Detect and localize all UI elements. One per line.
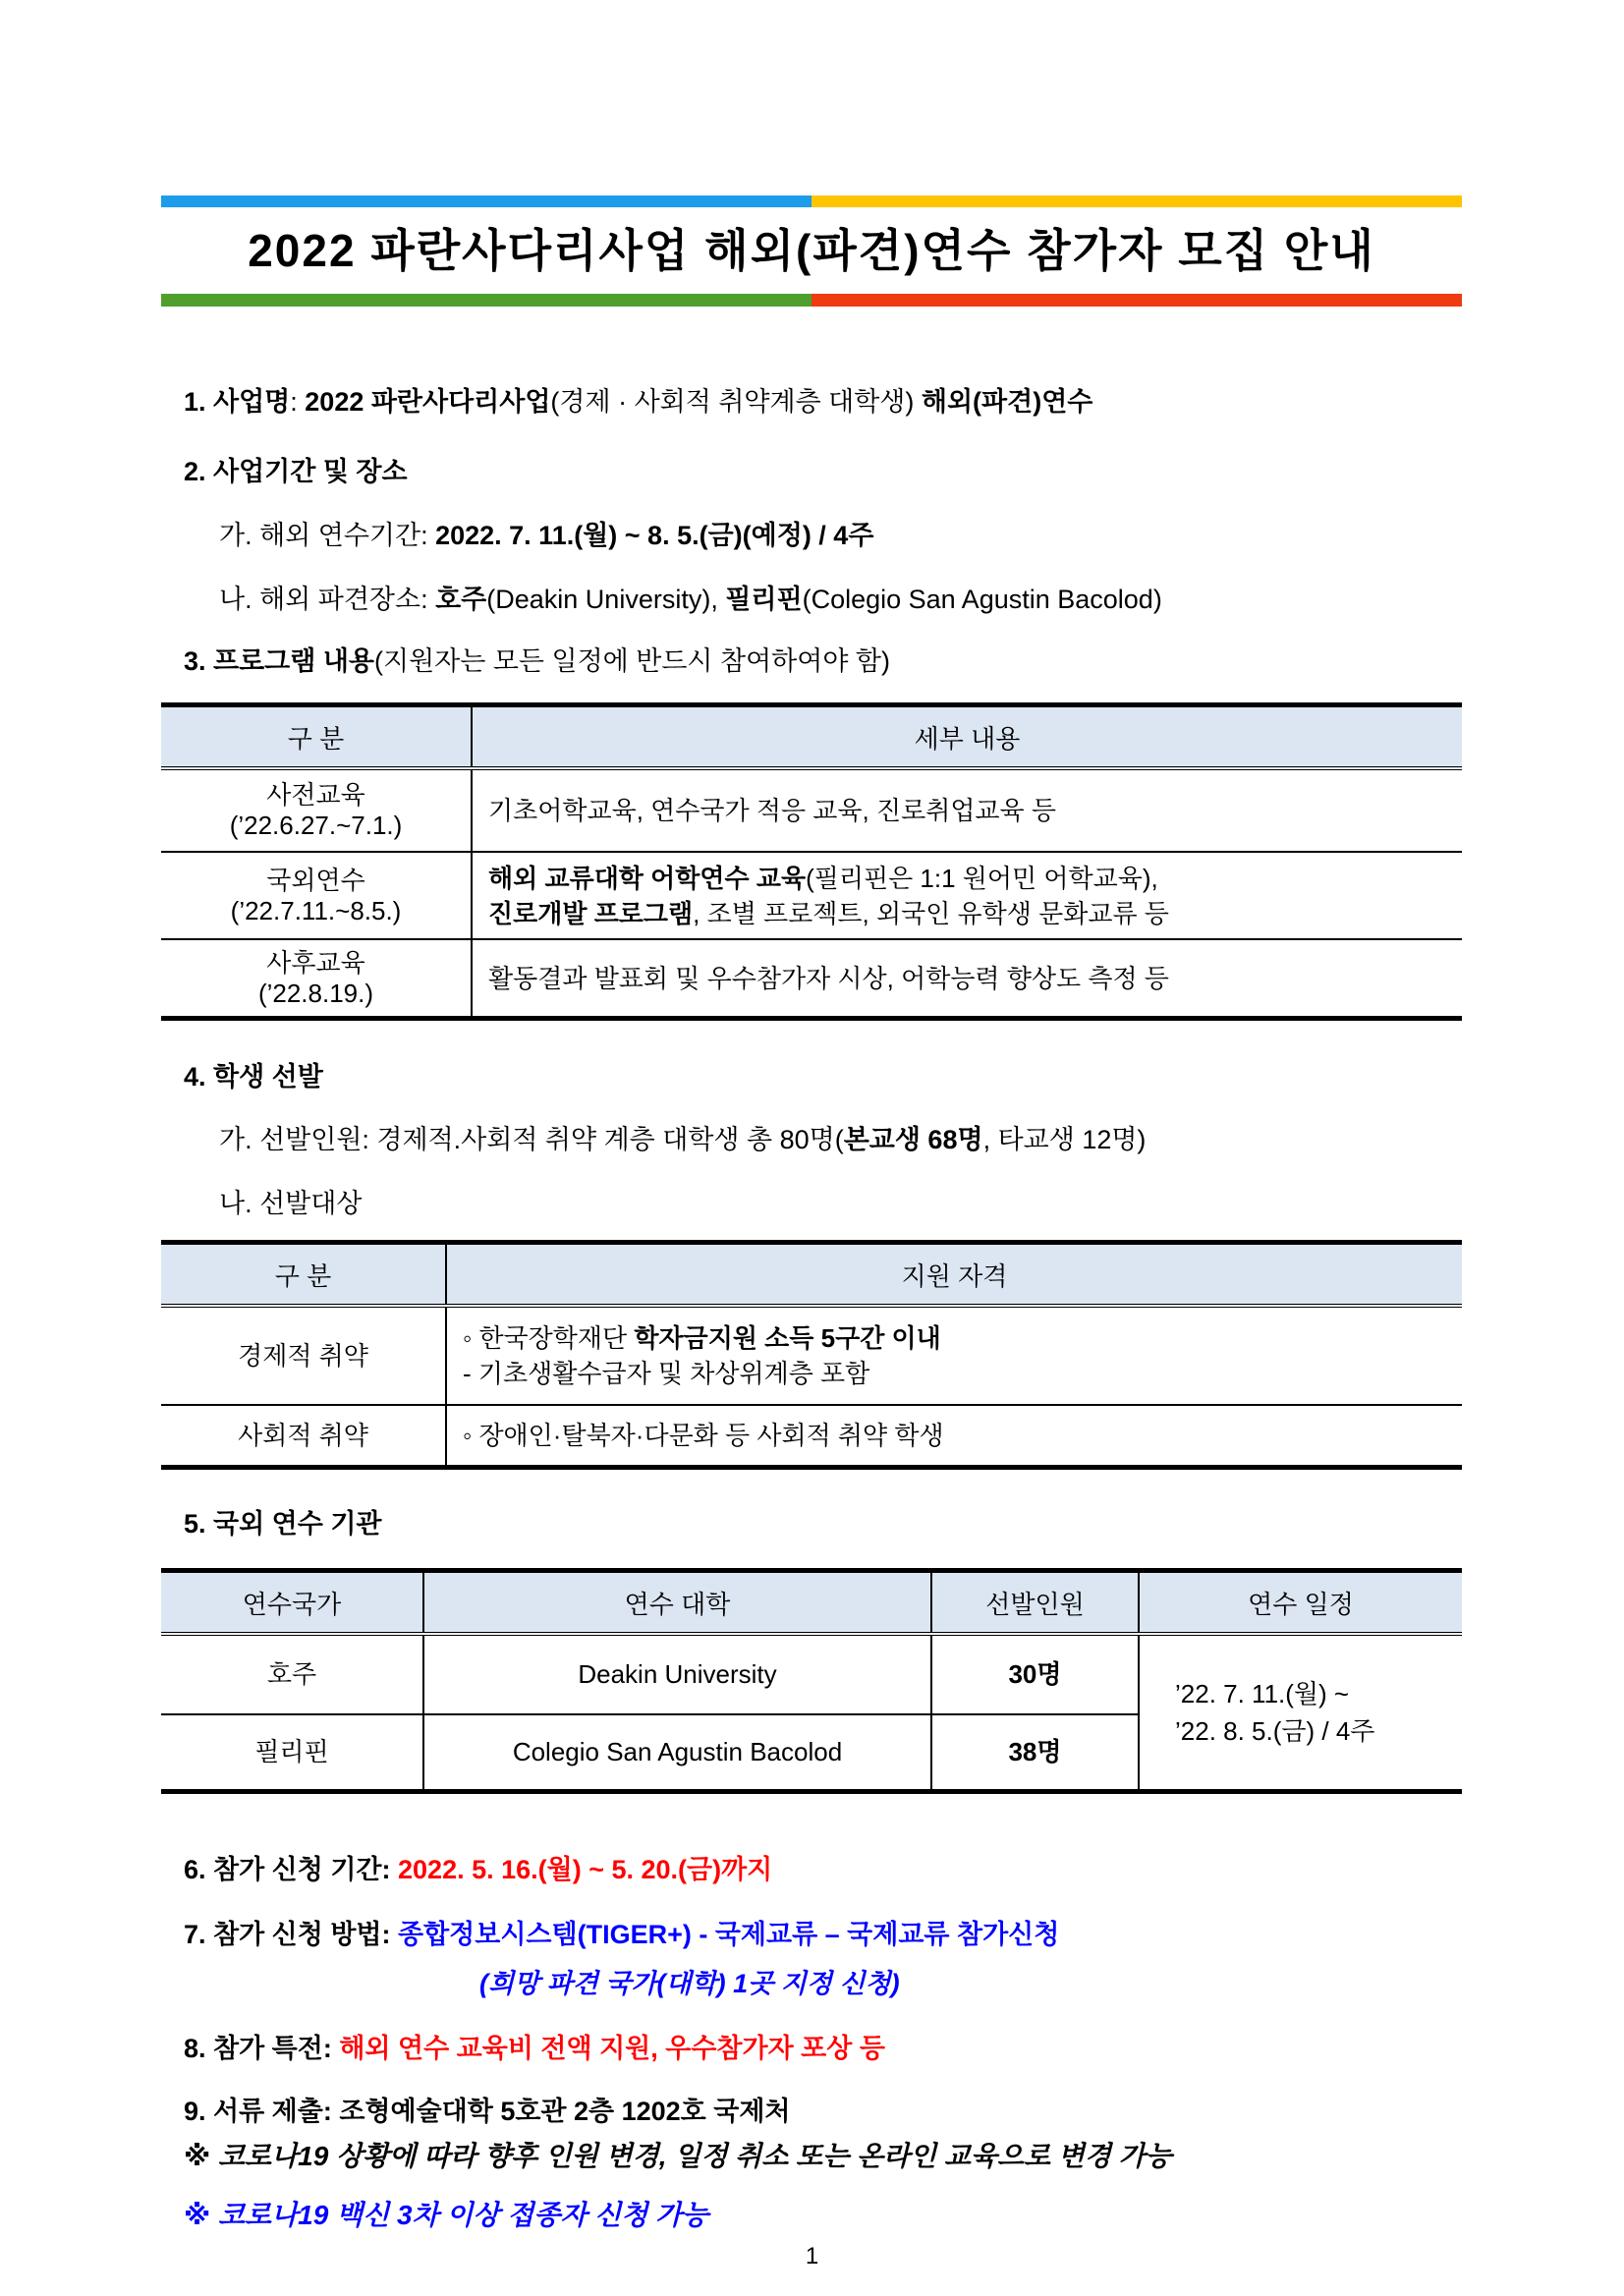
- section-8-heading: 8. 참가 특전:: [184, 2034, 340, 2063]
- covid-note-1: [184, 2140, 1506, 2173]
- institution-header-country: 연수국가: [161, 1571, 423, 1635]
- country-philippines: 필리핀: [725, 585, 803, 614]
- section-3-line: [184, 644, 1506, 678]
- selection-count-other: , 타교생 12명): [982, 1125, 1147, 1154]
- page-number: 1: [805, 2243, 819, 2269]
- covid-note-1-text: ※ 코로나19 상황에 따라 향후 인원 변경, 일정 취소 또는 온라인 교육으로 변경 가능: [184, 2141, 1172, 2171]
- eligibility-line-2: - 기초생활수급자 및 차상위계층 포함: [463, 1359, 870, 1388]
- institution-country-australia: 호주: [266, 1659, 317, 1689]
- table-row: [161, 768, 1462, 852]
- program-table-header-detail: 세부 내용: [472, 705, 1462, 769]
- detail-line-2-rest: , 조별 프로젝트, 외국인 유학생 문화교류 등: [693, 898, 1169, 928]
- document-title: 2022 파란사다리사업 해외(파견)연수 참가자 모집 안내: [248, 225, 1375, 276]
- program-table-header-row: [161, 705, 1462, 769]
- section-5-line: [184, 1507, 1506, 1540]
- title-bottom-bar-green: [161, 294, 812, 307]
- selection-count-home: 본교생 68명: [843, 1125, 983, 1154]
- title-top-bar: [161, 196, 1462, 207]
- institution-header-university: 연수 대학: [423, 1571, 931, 1635]
- table-row: [161, 939, 1462, 1019]
- application-period: 2022. 5. 16.(월) ~ 5. 20.(금)까지: [398, 1855, 773, 1884]
- detail-line-2: [488, 896, 1461, 931]
- program-table: [161, 702, 1462, 1021]
- eligibility-social: 사회적 취약: [161, 1405, 446, 1468]
- institution-header-schedule: 연수 일정: [1139, 1571, 1462, 1635]
- section-2-line: [184, 455, 1506, 488]
- section-4-item-b: [219, 1187, 1506, 1220]
- section-9-line: [184, 2095, 1506, 2128]
- table-row: [161, 1306, 1462, 1405]
- university-colegio: (Colegio San Agustin Bacolod): [802, 585, 1162, 614]
- section-1-heading: 1. 사업명: [184, 387, 291, 417]
- section-7-line-2: [479, 1967, 1506, 2000]
- title-bottom-bar: [161, 294, 1462, 307]
- institution-table: [161, 1568, 1462, 1794]
- table-row: [161, 1634, 1462, 1714]
- institution-schedule: [1139, 1634, 1462, 1792]
- eligibility-social-detail: ◦ 장애인·탈북자·다문화 등 사회적 취약 학생: [446, 1405, 1462, 1468]
- title-top-bar-blue: [161, 196, 812, 207]
- phase-name: 사후교육: [266, 947, 365, 978]
- eligibility-table: [161, 1240, 1462, 1470]
- participation-benefit: 해외 연수 교육비 전액 지원, 우수참가자 포상 등: [339, 2034, 885, 2063]
- schedule-line-1: ’22. 7. 11.(월) ~: [1175, 1679, 1350, 1708]
- section-7-heading: 7. 참가 신청 방법:: [184, 1920, 399, 1949]
- program-phase-post-detail: 활동결과 발표회 및 우수참가자 시상, 어학능력 향상도 측정 등: [472, 939, 1462, 1019]
- institution-table-header-row: [161, 1571, 1462, 1635]
- section-3-heading: 3. 프로그램 내용: [184, 646, 375, 676]
- dispatch-place-label: 나. 해외 파견장소:: [219, 585, 436, 614]
- section-2-item-a: [219, 519, 1506, 552]
- program-phase-overseas: [161, 852, 472, 939]
- program-phase-pre: [161, 768, 472, 852]
- section-1-target: (경제 · 사회적 취약계층 대학생): [550, 387, 922, 417]
- section-7-line: [184, 1918, 1506, 1951]
- training-period-value: 2022. 7. 11.(월) ~ 8. 5.(금)(예정) / 4주: [435, 521, 874, 550]
- schedule-line-2: ’22. 8. 5.(금) / 4주: [1175, 1716, 1375, 1746]
- university-deakin: (Deakin University),: [486, 585, 726, 614]
- eligibility-line-1-bold: 학자금지원 소득 5구간 이내: [634, 1323, 941, 1353]
- selection-count-label: 가. 선발인원:: [219, 1125, 377, 1154]
- detail-line-2-bold: 진로개발 프로그램: [488, 898, 694, 928]
- country-australia: 호주: [435, 585, 487, 614]
- application-method-note: (희망 파견 국가(대학) 1곳 지정 신청): [479, 1969, 900, 1998]
- section-8-line: [184, 2032, 1506, 2065]
- detail-line-1-rest: (필리핀은 1:1 원어민 어학교육),: [806, 863, 1158, 893]
- institution-country-philippines: 필리핀: [161, 1714, 423, 1792]
- phase-name: 사전교육: [266, 780, 365, 810]
- section-1-colon: :: [290, 387, 306, 417]
- institution-count-philippines: 38명: [931, 1714, 1139, 1792]
- section-4-line: [184, 1060, 1506, 1093]
- section-4-item-a: [219, 1123, 1506, 1156]
- eligibility-table-header-row: [161, 1243, 1462, 1307]
- eligibility-header-category: 구 분: [161, 1243, 446, 1307]
- selection-count-text: 경제적.사회적 취약 계층 대학생 총 80명(: [376, 1125, 844, 1154]
- eligibility-line-1: [463, 1320, 1461, 1356]
- section-2-heading: 2. 사업기간 및 장소: [184, 457, 408, 486]
- section-9-heading: 9. 서류 제출:: [184, 2097, 340, 2126]
- section-1-line: [184, 385, 1506, 419]
- application-method: 종합정보시스템(TIGER+) - 국제교류 – 국제교류 참가신청: [398, 1920, 1060, 1949]
- section-6-heading: 6. 참가 신청 기간:: [184, 1855, 399, 1884]
- table-row: [161, 1405, 1462, 1468]
- program-phase-overseas-detail: [472, 852, 1462, 939]
- institution-count-australia: 30명: [931, 1634, 1139, 1714]
- section-5-heading: 5. 국외 연수 기관: [184, 1509, 382, 1539]
- title-banner: [161, 196, 1462, 307]
- section-2-item-b: [219, 583, 1506, 616]
- phase-date: (’22.8.19.): [257, 978, 374, 1008]
- detail-line-1-bold: 해외 교류대학 어학연수 교육: [488, 863, 807, 893]
- training-period-label: 가. 해외 연수기간:: [219, 521, 436, 550]
- program-table-header-category: 구 분: [161, 705, 472, 769]
- program-phase-post: [161, 939, 472, 1019]
- phase-name: 국외연수: [266, 865, 365, 895]
- section-4-heading: 4. 학생 선발: [184, 1062, 323, 1092]
- eligibility-economic: 경제적 취약: [238, 1340, 368, 1371]
- document-submission-place: 조형예술대학 5호관 2층 1202호 국제처: [339, 2097, 791, 2126]
- selection-target-label: 나. 선발대상: [219, 1189, 363, 1218]
- title-top-bar-yellow: [812, 196, 1462, 207]
- institution-university-deakin: Deakin University: [423, 1634, 931, 1714]
- section-1-type: 해외(파견)연수: [921, 387, 1093, 417]
- section-3-note: (지원자는 모든 일정에 반드시 참여하여야 함): [374, 646, 890, 676]
- eligibility-line-1-pre: ◦ 한국장학재단: [463, 1323, 635, 1353]
- covid-note-2-text: ※ 코로나19 백신 3차 이상 접종자 신청 가능: [184, 2200, 709, 2230]
- title-bottom-bar-red: [812, 294, 1462, 307]
- section-6-line: [184, 1853, 1506, 1886]
- phase-date: (’22.6.27.~7.1.): [229, 811, 403, 840]
- eligibility-economic-detail: [446, 1306, 1462, 1405]
- phase-date: (’22.7.11.~8.5.): [230, 895, 402, 925]
- program-phase-pre-detail: 기초어학교육, 연수국가 적응 교육, 진로취업교육 등: [472, 768, 1462, 852]
- institution-university-colegio: Colegio San Agustin Bacolod: [423, 1714, 931, 1792]
- section-1-program-name: 2022 파란사다리사업: [305, 387, 551, 417]
- detail-line-1: [488, 861, 1461, 896]
- covid-note-2: [184, 2199, 1506, 2232]
- table-row: [161, 852, 1462, 939]
- eligibility-header-qualification: 지원 자격: [446, 1243, 1462, 1307]
- institution-header-count: 선발인원: [931, 1571, 1139, 1635]
